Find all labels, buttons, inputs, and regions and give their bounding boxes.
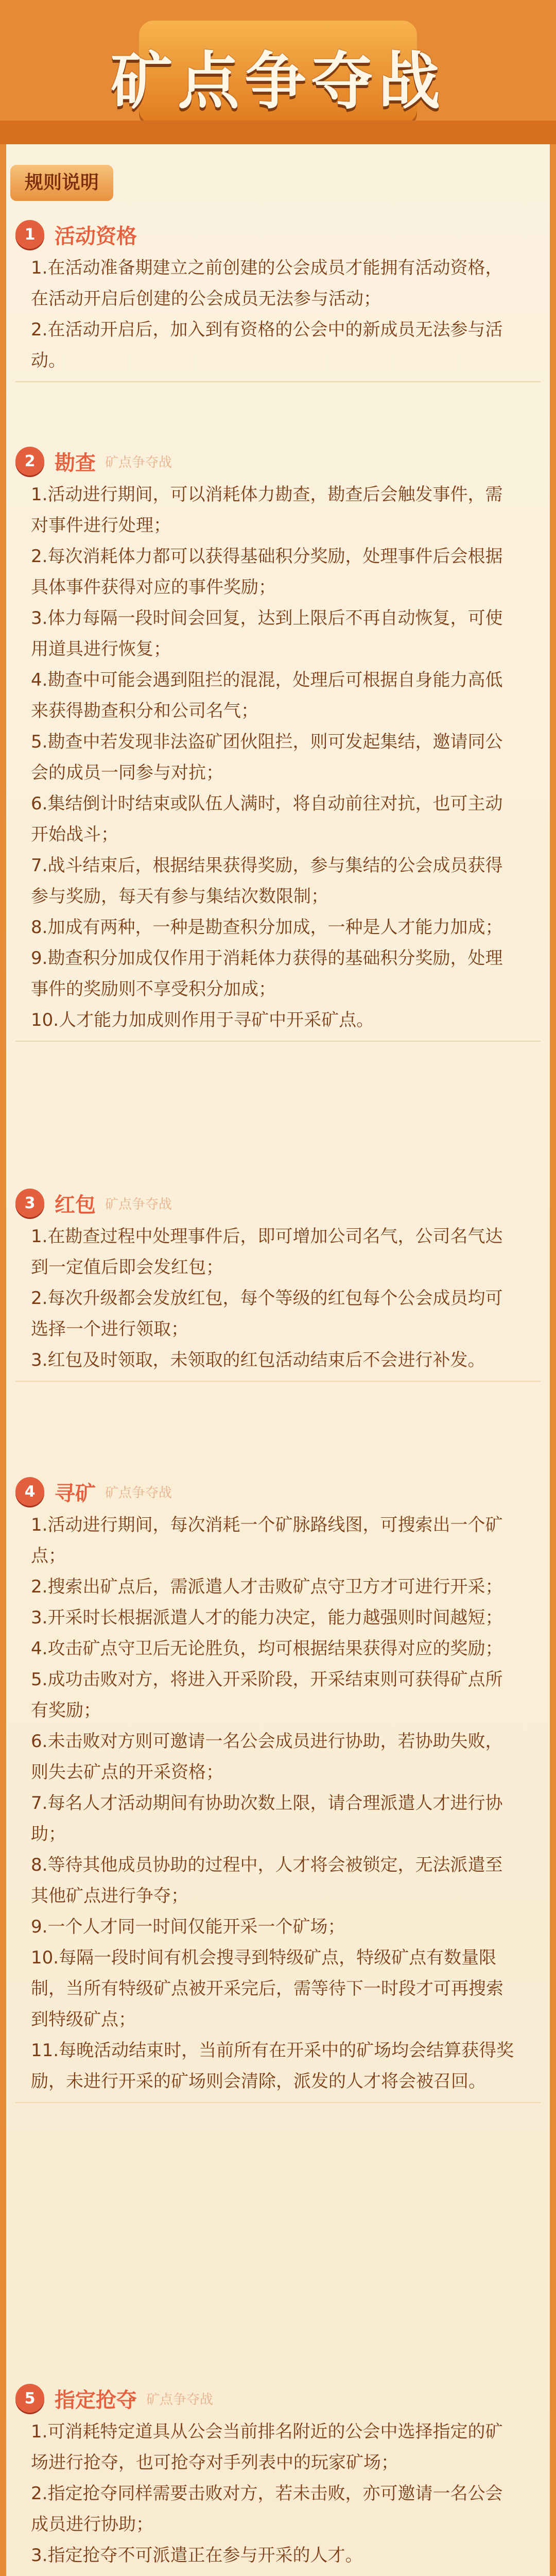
rule-line: 2.搜索出矿点后，需派遣人才击败矿点守卫方才可进行开采； <box>31 1577 503 1597</box>
page-title: 矿点争夺战 <box>111 46 445 117</box>
section-explore <box>15 443 541 1042</box>
rule-line: 1.在活动准备期建立之前创建的公会成员才能拥有活动资格，在活动开启后创建的公会成员无法参与活动； <box>31 258 503 309</box>
section-title: 勘查 <box>55 451 96 475</box>
section-red-packet <box>15 1185 541 1382</box>
section-content <box>31 1510 520 2097</box>
section-subtitle: 矿点争夺战 <box>146 2392 214 2408</box>
rule-line: 2.每次消耗体力都可以获得基础积分奖励，处理事件后会根据具体事件获得对应的事件奖励； <box>31 546 503 598</box>
section-number-badge: 3 <box>15 1189 44 1217</box>
section-content <box>31 252 520 376</box>
rule-line: 1.可消耗特定道具从公会当前排名附近的公会中选择指定的矿场进行抢夺，也可抢夺对手列表中的玩家矿场； <box>31 2421 503 2473</box>
section-subtitle: 矿点争夺战 <box>105 1196 172 1212</box>
rule-line: 10.人才能力加成则作用于寻矿中开采矿点。 <box>31 1010 374 1030</box>
rule-line: 1.活动进行期间，每次消耗一个矿脉路线图，可搜索出一个矿点； <box>31 1515 503 1566</box>
rule-line: 6.集结倒计时结束或队伍人满时，将自动前往对抗，也可主动开始战斗； <box>31 793 503 845</box>
section-targeted-raid <box>15 2380 541 2576</box>
section-number-badge: 4 <box>15 1477 44 1506</box>
header-banner <box>0 0 556 144</box>
rule-line: 4.勘查中可能会遇到阻拦的混混，处理后可根据自身能力高低来获得勘查积分和公司名气； <box>31 670 503 721</box>
section-subtitle: 矿点争夺战 <box>105 1485 172 1501</box>
rule-line: 7.每名人才活动期间有协助次数上限，请合理派遣人才进行协助； <box>31 1793 503 1844</box>
section-subtitle: 矿点争夺战 <box>105 454 172 470</box>
rule-line: 1.在勘查过程中处理事件后，即可增加公司名气，公司名气达到一定值后即会发红包； <box>31 1226 503 1278</box>
rule-line: 2.指定抢夺同样需要击败对方，若未击败，亦可邀请一名公会成员进行协助； <box>31 2483 503 2535</box>
rule-line: 9.一个人才同一时间仅能开采一个矿场； <box>31 1917 345 1937</box>
rule-line: 5.成功击败对方，将进入开采阶段，开采结束则可获得矿点所有奖励； <box>31 1669 503 1721</box>
rule-line: 1.活动进行期间，可以消耗体力勘查，勘查后会触发事件，需对事件进行处理； <box>31 484 503 536</box>
left-border <box>0 0 6 2576</box>
rule-line: 9.勘查积分加成仅作用于消耗体力获得的基础积分奖励，处理事件的奖励则不享受积分加成； <box>31 948 503 999</box>
section-content <box>31 2416 520 2571</box>
section-title: 红包 <box>55 1193 96 1217</box>
section-content <box>31 1221 520 1376</box>
rule-line: 10.每隔一段时间有机会搜寻到特级矿点，特级矿点有数量限制，当所有特级矿点被开采完后，需等待下一时段才可再搜索到特级矿点； <box>31 1947 503 2030</box>
section-title: 指定抢夺 <box>55 2388 137 2412</box>
section-number-badge: 2 <box>15 447 44 476</box>
rule-line: 8.加成有两种，一种是勘查积分加成，一种是人才能力加成； <box>31 917 503 938</box>
section-content <box>31 479 520 1036</box>
rule-line: 3.开采时长根据派遣人才的能力决定，能力越强则时间越短； <box>31 1607 503 1628</box>
section-title: 活动资格 <box>55 224 137 248</box>
rule-line: 3.指定抢夺不可派遣正在参与开采的人才。 <box>31 2545 363 2566</box>
right-border <box>550 0 556 2576</box>
section-number-badge: 5 <box>15 2384 44 2413</box>
rule-line: 2.在活动开启后，加入到有资格的公会中的新成员无法参与活动。 <box>31 319 503 371</box>
rule-line: 5.勘查中若发现非法盗矿团伙阻拦，则可发起集结，邀请同公会的成员一同参与对抗； <box>31 732 503 783</box>
rule-line: 2.每次升级都会发放红包，每个等级的红包每个公会成员均可选择一个进行领取； <box>31 1288 503 1340</box>
section-mining <box>15 1473 541 2103</box>
rule-line: 7.战斗结束后，根据结果获得奖励，参与集结的公会成员获得参与奖励，每天有参与集结次数限制； <box>31 855 503 907</box>
section-number-badge: 1 <box>15 220 44 249</box>
rules-tab[interactable]: 规则说明 <box>10 165 113 201</box>
rule-line: 4.攻击矿点守卫后无论胜负，均可根据结果获得对应的奖励； <box>31 1638 503 1659</box>
header-ribbon <box>0 121 556 144</box>
rule-line: 3.体力每隔一段时间会回复，达到上限后不再自动恢复，可使用道具进行恢复； <box>31 608 503 659</box>
rule-line: 8.等待其他成员协助的过程中，人才将会被锁定，无法派遣至其他矿点进行争夺； <box>31 1855 503 1906</box>
section-eligibility <box>15 216 541 382</box>
rule-line: 11.每晚活动结束时，当前所有在开采中的矿场均会结算获得奖励，未进行开采的矿场则会清除，派发的人才将会被召回。 <box>31 2040 514 2092</box>
section-title: 寻矿 <box>55 1481 96 1505</box>
rule-line: 6.未击败对方则可邀请一名公会成员进行协助，若协助失败，则失去矿点的开采资格； <box>31 1731 503 1783</box>
rule-line: 3.红包及时领取，未领取的红包活动结束后不会进行补发。 <box>31 1350 485 1370</box>
